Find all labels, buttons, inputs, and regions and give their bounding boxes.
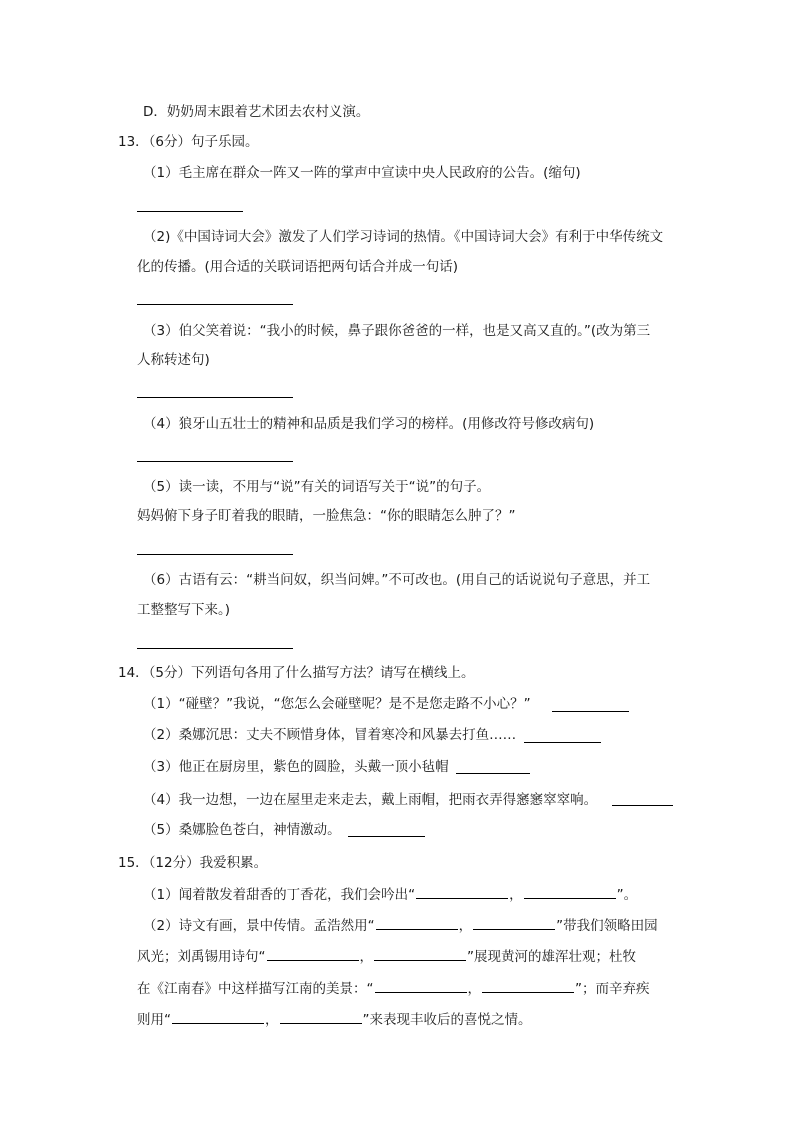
q15-comma: ， — [458, 918, 473, 934]
q15-s2-text-2: 风光；刘禹锡用诗句“ — [137, 949, 266, 965]
q14-answer-line-5[interactable] — [348, 836, 425, 837]
q15-s2-text-4: 在《江南春》中这样描写江南的美景：“ — [137, 981, 374, 997]
q15-s2-text-3: ”展现黄河的雄浑壮观；杜牧 — [467, 949, 636, 965]
q14-title: 14．（5分）下列语句各用了什么描写方法？请写在横线上。 — [118, 665, 475, 681]
q13-answer-line-6[interactable] — [137, 648, 293, 649]
q15-s2-text-7: ”来表现丰收后的喜悦之情。 — [362, 1012, 532, 1028]
q15-blank-7[interactable] — [375, 978, 467, 993]
q13-s6b: 工整整写下来。) — [137, 602, 231, 618]
q15-s2-line2 — [137, 946, 636, 966]
q14-s5: （5）桑娜脸色苍白，神情激动。 — [143, 822, 341, 838]
q13-answer-line-1[interactable] — [137, 211, 243, 212]
q13-s3b: 人称转述句) — [137, 352, 210, 368]
q13-s5: （5）读一读，不用与“说”有关的词语写关于“说”的句子。 — [143, 479, 491, 495]
q13-s2b: 化的传播。(用合适的关联词语把两句话合并成一句话) — [137, 259, 459, 275]
q13-s1: （1）毛主席在群众一阵又一阵的掌声中宣读中央人民政府的公告。(缩句) — [143, 165, 581, 181]
q15-blank-9[interactable] — [172, 1009, 264, 1024]
q13-title: 13．（6分）句子乐园。 — [118, 134, 259, 150]
q15-comma: ， — [467, 981, 481, 997]
q15-s2-line4 — [137, 1009, 532, 1029]
q14-s2: （2）桑娜沉思：丈夫不顾惜身体，冒着寒冷和风暴去打鱼…… — [143, 727, 517, 743]
q15-comma: ， — [359, 949, 373, 965]
q15-blank-5[interactable] — [267, 946, 359, 961]
q15-s1 — [143, 884, 637, 904]
q15-s2-line3 — [137, 978, 650, 998]
q13-answer-line-5[interactable] — [137, 554, 293, 555]
q14-answer-line-3[interactable] — [456, 773, 530, 774]
q15-s2-text-6: 则用“ — [137, 1012, 171, 1028]
q13-s2a: （2)《中国诗词大会》激发了人们学习诗词的热情。《中国诗词大会》有利于中华传统文 — [143, 229, 664, 245]
q15-s2-tail: ”带我们领略田园 — [556, 918, 658, 934]
option-d: D．奶奶周末跟着艺术团去农村义演。 — [143, 104, 370, 120]
q15-s2 — [143, 915, 658, 935]
q15-blank-8[interactable] — [482, 978, 574, 993]
q15-s1-text: （1）闻着散发着甜香的丁香花，我们会吟出“ — [143, 887, 416, 903]
q13-s6a: （6）古语有云：“耕当问奴，织当问婢。”不可改也。(用自己的话说说句子意思，并工 — [143, 572, 651, 588]
q15-blank-6[interactable] — [374, 946, 466, 961]
q14-s4: （4）我一边想，一边在屋里走来走去，戴上雨帽，把雨衣弄得窸窸窣窣响。 — [143, 792, 598, 808]
q15-comma: ， — [265, 1012, 279, 1028]
q15-blank-10[interactable] — [280, 1009, 362, 1024]
q14-s1: （1）“碰壁？”我说，“您怎么会碰壁呢？是不是您走路不小心？” — [143, 696, 531, 712]
q15-blank-1[interactable] — [416, 884, 508, 899]
q15-s2-text: （2）诗文有画，景中传情。孟浩然用“ — [143, 918, 375, 934]
q14-s3: （3）他正在厨房里，紫色的圆脸，头戴一顶小毡帽 — [143, 759, 449, 775]
q15-s2-text-5: ”；而辛弃疾 — [575, 981, 650, 997]
q14-answer-line-1[interactable] — [552, 711, 629, 712]
q13-answer-line-3[interactable] — [137, 397, 293, 398]
q13-s4: （4）狼牙山五壮士的精神和品质是我们学习的榜样。(用修改符号修改病句) — [143, 416, 595, 432]
q13-s5b: 妈妈俯下身子盯着我的眼睛，一脸焦急：“你的眼睛怎么肿了？” — [137, 508, 516, 524]
q14-answer-line-2[interactable] — [524, 742, 601, 743]
q15-title: 15．（12分）我爱积累。 — [118, 855, 268, 871]
q15-blank-2[interactable] — [524, 884, 616, 899]
q13-answer-line-2[interactable] — [137, 304, 293, 305]
q13-answer-line-4[interactable] — [137, 461, 293, 462]
q13-s3a: （3）伯父笑着说：“我小的时候，鼻子跟你爸爸的一样，也是又高又直的。”(改为第三 — [143, 323, 651, 339]
q15-comma: ， — [509, 887, 523, 903]
q14-answer-line-4[interactable] — [612, 805, 673, 806]
q15-blank-4[interactable] — [473, 915, 555, 930]
q15-s1-end: ”。 — [616, 887, 638, 903]
q15-blank-3[interactable] — [376, 915, 458, 930]
